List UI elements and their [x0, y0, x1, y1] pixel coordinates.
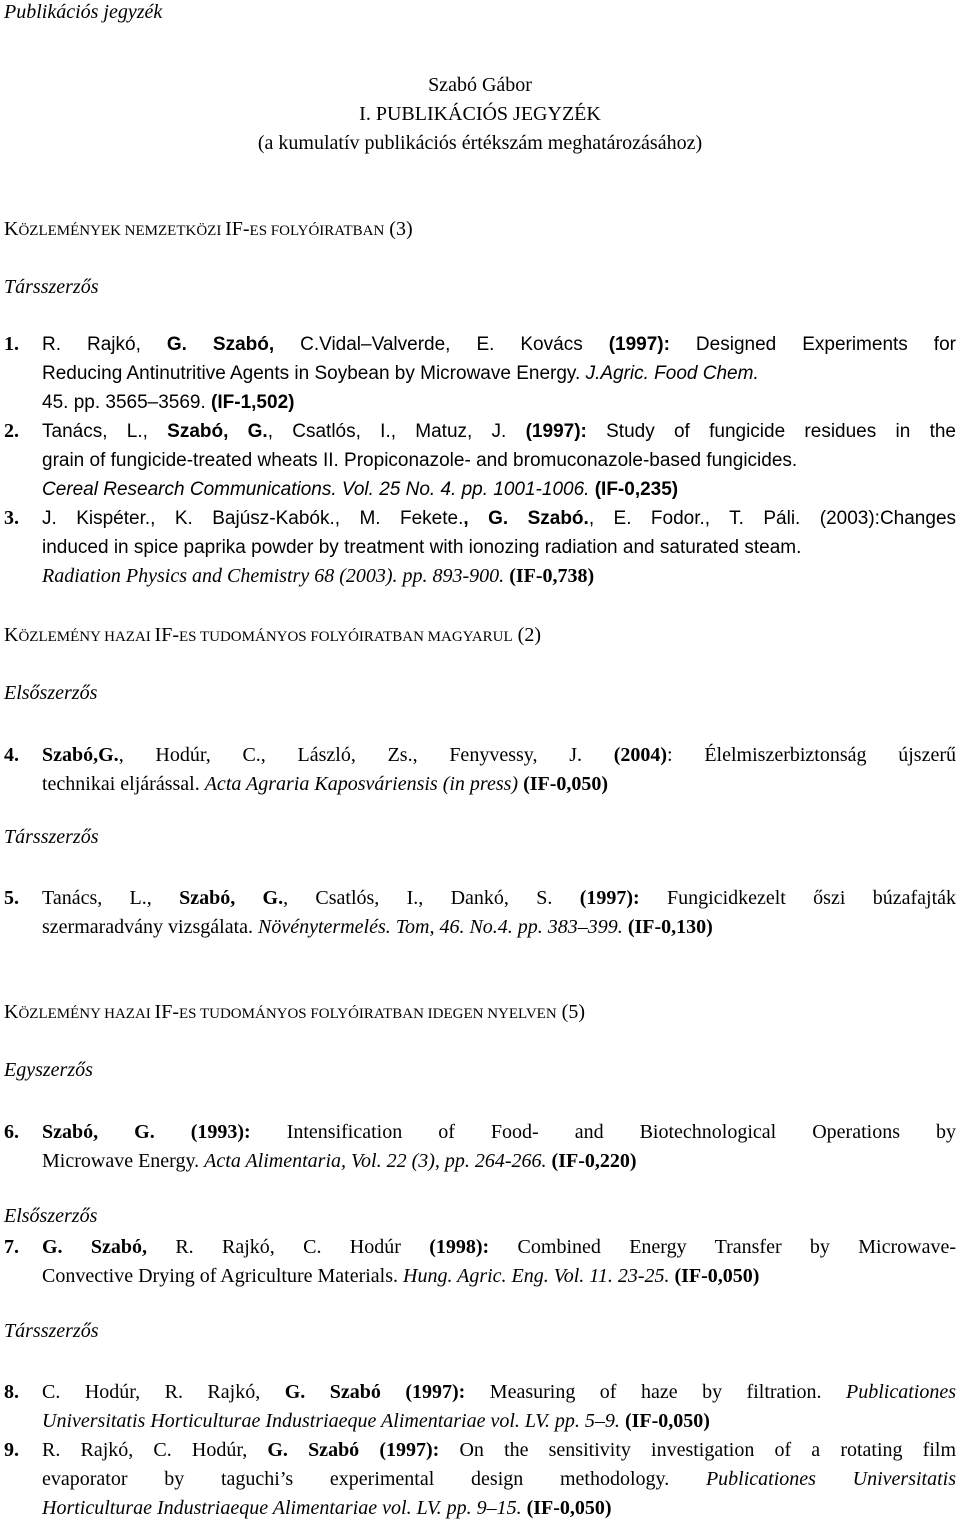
- entry-number: 7.: [4, 1236, 19, 1258]
- section-text: K: [4, 624, 19, 646]
- entry-line: induced in spice paprika powder by treatment with ionozing radiation and saturated steam.: [42, 537, 802, 558]
- entry-line: J. Kispéter., K. Bajúsz-Kabók., M. Fekete., G. Szabó., E. Fodor., T. Páli. (2003):Changes: [42, 508, 957, 529]
- role-heading-first-author: Elsőszerzős: [4, 1205, 98, 1227]
- section-count: (2): [512, 624, 541, 646]
- entry-number: 4.: [4, 744, 19, 766]
- publication-entry-3: [4, 504, 956, 591]
- publication-entry-7: [4, 1233, 956, 1291]
- entry-number: 1.: [4, 333, 19, 355]
- entry-line: Radiation Physics and Chemistry 68 (2003). pp. 893-900. (IF-0,738): [42, 565, 595, 587]
- section-text: IF-: [225, 218, 250, 240]
- entry-line: evaporator by taguchi’s experimental design methodology. Publicationes Universitatis: [42, 1468, 957, 1490]
- entry-line: Reducing Antinutritive Agents in Soybean by Microwave Energy. J.Agric. Food Chem.: [42, 363, 759, 384]
- section-text: ES FOLYÓIRATBAN: [249, 223, 385, 239]
- entry-line: C. Hodúr, R. Rajkó, G. Szabó (1997): Measuring of haze by filtration. Publicationes: [42, 1381, 956, 1403]
- role-heading-coauthor: Társszerzős: [4, 1320, 99, 1342]
- entry-line: 45. pp. 3565–3569. (IF-1,502): [42, 392, 295, 413]
- author-name: Szabó Gábor: [428, 74, 532, 96]
- publication-entry-8: [4, 1378, 956, 1436]
- section-text: ES TUDOMÁNYOS FOLYÓIRATBAN MAGYARUL: [179, 629, 513, 645]
- section-heading-domestic-foreign-language: [4, 1001, 585, 1024]
- entry-line: R. Rajkó, C. Hodúr, G. Szabó (1997): On the sensitivity investigation of a rotating film: [42, 1439, 957, 1461]
- entry-number: 2.: [4, 420, 19, 442]
- entry-line: Szabó, G. (1993): Intensification of Food- and Biotechnological Operations by: [42, 1121, 956, 1143]
- publication-entry-4: [4, 741, 956, 799]
- role-heading-sole-author: Egyszerzős: [4, 1059, 93, 1081]
- section-text: IF-: [154, 1001, 179, 1023]
- publication-entry-6: [4, 1118, 956, 1176]
- section-count: (5): [556, 1001, 585, 1023]
- entry-number: 5.: [4, 887, 19, 909]
- section-text: IF-: [154, 624, 179, 646]
- entry-number: 3.: [4, 507, 19, 529]
- entry-line: szermaradvány vizsgálata. Növénytermelés. Tom, 46. No.4. pp. 383–399. (IF-0,130): [42, 916, 713, 938]
- publication-entry-5: [4, 884, 956, 942]
- entry-line: Microwave Energy. Acta Alimentaria, Vol. 22 (3), pp. 264-266. (IF-0,220): [42, 1150, 637, 1172]
- document-title: I. PUBLIKÁCIÓS JEGYZÉK: [359, 103, 601, 125]
- section-count: (3): [384, 218, 413, 240]
- publication-entry-1: [4, 330, 956, 417]
- entry-line: Tanács, L., Szabó, G., Csatlós, I., Matuz, J. (1997): Study of fungicide residues in the: [42, 421, 956, 442]
- section-text: ES TUDOMÁNYOS FOLYÓIRATBAN IDEGEN NYELVEN: [179, 1006, 557, 1022]
- running-header: Publikációs jegyzék: [4, 1, 163, 23]
- entry-line: Cereal Research Communications. Vol. 25 No. 4. pp. 1001-1006. (IF-0,235): [42, 479, 679, 500]
- publication-entry-9: [4, 1436, 956, 1523]
- entry-line: Tanács, L., Szabó, G., Csatlós, I., Dankó, S. (1997): Fungicidkezelt őszi búzafajták: [42, 887, 957, 909]
- role-heading-first-author: Elsőszerzős: [4, 682, 98, 704]
- entry-number: 8.: [4, 1381, 19, 1403]
- entry-line: Convective Drying of Agriculture Materials. Hung. Agric. Eng. Vol. 11. 23-25. (IF-0,050): [42, 1265, 760, 1287]
- role-heading-coauthor: Társszerzős: [4, 276, 99, 298]
- publication-entry-2: [4, 417, 956, 504]
- section-text: K: [4, 1001, 19, 1023]
- entry-number: 6.: [4, 1121, 19, 1143]
- document-subtitle: (a kumulatív publikációs értékszám meghatározásához): [257, 132, 703, 154]
- entry-line: technikai eljárással. Acta Agraria Kaposváriensis (in press) (IF-0,050): [42, 773, 609, 795]
- section-heading-domestic-hungarian: [4, 624, 541, 647]
- entry-line: Szabó,G., Hodúr, C., László, Zs., Fenyvessy, J. (2004): Élelmiszerbiztonság újszerű: [42, 744, 956, 766]
- section-text: ÖZLEMÉNY HAZAI: [18, 1006, 155, 1022]
- section-text: ÖZLEMÉNY HAZAI: [18, 629, 155, 645]
- entry-line: Horticulturae Industriaeque Alimentariae vol. LV. pp. 9–15. (IF-0,050): [42, 1497, 612, 1519]
- entry-line: R. Rajkó, G. Szabó, C.Vidal–Valverde, E. Kovács (1997): Designed Experiments for: [42, 334, 956, 355]
- entry-line: Universitatis Horticulturae Industriaeque Alimentariae vol. LV. pp. 5–9. (IF-0,050): [42, 1410, 710, 1432]
- entry-number: 9.: [4, 1439, 19, 1461]
- entry-line: grain of fungicide-treated wheats II. Propiconazole- and bromuconazole-based fungicides.: [42, 450, 798, 471]
- role-heading-coauthor: Társszerzős: [4, 826, 99, 848]
- section-text: ÖZLEMÉNYEK NEMZETKÖZI: [18, 223, 226, 239]
- section-heading-international: [4, 218, 413, 241]
- section-text: K: [4, 218, 19, 240]
- entry-line: G. Szabó, R. Rajkó, C. Hodúr (1998): Combined Energy Transfer by Microwave-: [42, 1236, 956, 1258]
